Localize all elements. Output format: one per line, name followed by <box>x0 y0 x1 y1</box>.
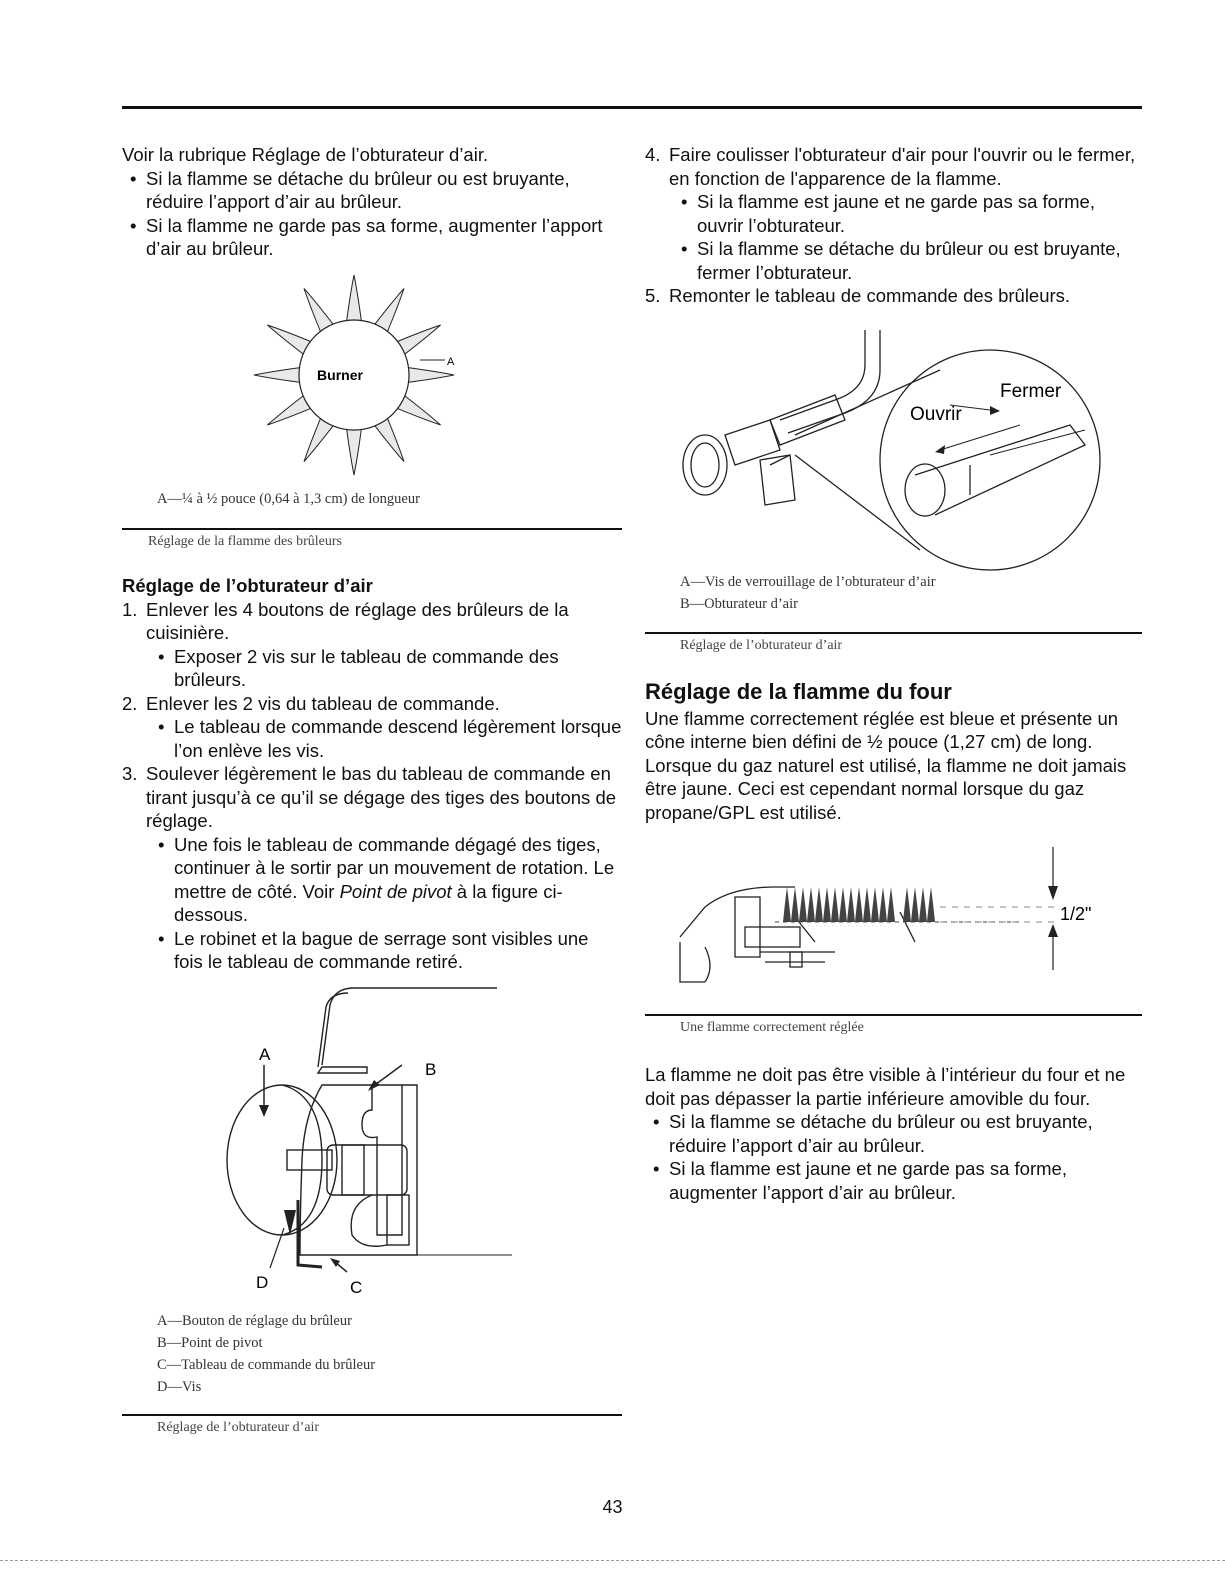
flame-tooth-icon <box>791 887 799 922</box>
control-panel-diagram <box>222 985 522 1295</box>
oven-flame-note: La flamme ne doit pas être visible à l’intérieur du four et ne doit pas dépasser la partie inférieure amovible du four. <box>645 1064 1126 1109</box>
fig1-caption-rule <box>122 528 622 530</box>
intro-text: Voir la rubrique Réglage de l’obturateur d’air. <box>122 144 489 165</box>
section-heading-air-shutter: Réglage de l’obturateur d’air <box>122 575 373 596</box>
flame-tooth-icon <box>807 887 815 922</box>
fig2-legend <box>680 571 936 615</box>
fig1-legend: A—¼ à ½ pouce (0,64 à 1,3 cm) de longueur <box>157 491 420 507</box>
burner-label: Burner <box>317 367 363 383</box>
step-1 <box>122 598 622 645</box>
fig4-caption: Une flamme correctement réglée <box>680 1020 864 1035</box>
oven-flame-diagram <box>675 842 1115 987</box>
legend-item: C—Tableau de commande du brûleur <box>157 1357 376 1373</box>
flame-tooth-icon <box>887 887 895 922</box>
label-b: B <box>425 1060 437 1079</box>
burner-flame-diagram <box>250 270 470 485</box>
step-2 <box>122 692 622 716</box>
dimension-label: 1/2" <box>1060 904 1092 924</box>
left-steps-block <box>122 574 622 974</box>
note-bullet: • Si la flamme se détache du brûleur ou est bruyante, réduire l’apport d’air au brûleur. <box>645 1110 1142 1157</box>
fig4-caption-rule <box>645 1014 1142 1016</box>
intro-bullet: • Si la flamme ne garde pas sa forme, augmenter l’apport d’air au brûleur. <box>122 214 622 261</box>
step-number: 2. <box>122 692 138 714</box>
fig3-caption-rule <box>122 1414 622 1416</box>
step-text: Faire coulisser l'obturateur d'air pour l'ouvrir ou le fermer, en fonction de l'apparence de la flamme. <box>669 144 1136 189</box>
flame-tooth-icon <box>815 887 823 922</box>
note-bullet: • Si la flamme est jaune et ne garde pas sa forme, augmenter l’apport d’air au brûleur. <box>645 1157 1142 1204</box>
fig1-caption: Réglage de la flamme des brûleurs <box>148 534 342 549</box>
step-3 <box>122 762 622 833</box>
flame-tooth-icon <box>831 887 839 922</box>
flame-icon <box>346 424 362 475</box>
page-number: 43 <box>602 1497 623 1517</box>
sub-bullet: • Si la flamme se détache du brûleur ou est bruyante, fermer l’obturateur. <box>645 237 1142 284</box>
fig3-caption: Réglage de l’obturateur d’air <box>157 1420 320 1435</box>
flame-tooth-icon <box>855 887 863 922</box>
flame-tooth-icon <box>847 887 855 922</box>
step-text: Remonter le tableau de commande des brûleurs. <box>669 285 1071 306</box>
section-heading-oven-flame: Réglage de la flamme du four <box>645 679 952 704</box>
step-5 <box>645 284 1142 308</box>
legend-item: B—Point de pivot <box>157 1335 263 1351</box>
air-shutter-diagram <box>670 325 1110 580</box>
legend-item: B—Obturateur d’air <box>680 596 798 612</box>
fig2-caption: Réglage de l’obturateur d’air <box>680 638 843 653</box>
flame-tooth-icon <box>839 887 847 922</box>
intro-bullet: • Si la flamme se détache du brûleur ou est bruyante, réduire l’apport d’air au brûleur. <box>122 167 622 214</box>
fig3-legend <box>157 1310 375 1398</box>
oven-flame-block <box>645 680 1142 824</box>
step-text: Enlever les 2 vis du tableau de commande. <box>146 692 500 714</box>
left-intro-block <box>122 143 622 261</box>
sub-bullet: • Une fois le tableau de commande dégagé des tiges, continuer à le sortir par un mouvement de rotation. Le mettre de côté. Voir Point de pivot à la figure ci-dessous. <box>122 833 622 927</box>
oven-flame-notes <box>645 1063 1142 1204</box>
label-d: D <box>256 1273 269 1292</box>
flame-tooth-icon <box>919 887 927 922</box>
pivot-reference: Point de pivot <box>339 880 452 902</box>
sub-bullet: • Le tableau de commande descend légèrement lorsque l’on enlève les vis. <box>122 715 622 762</box>
fig2-caption-rule <box>645 632 1142 634</box>
step-text: Soulever légèrement le bas du tableau de commande en tirant jusqu’à ce qu’il se dégage des tiges des boutons de réglage. <box>146 763 617 831</box>
flame-icon <box>254 367 305 383</box>
step-number: 3. <box>122 763 138 784</box>
step-number: 1. <box>122 598 138 620</box>
flame-tooth-icon <box>903 887 911 922</box>
label-fermer: Fermer <box>1000 381 1062 402</box>
flame-tooth-icon <box>927 887 935 922</box>
flame-tooth-icon <box>863 887 871 922</box>
flame-tooth-icon <box>783 887 791 922</box>
right-steps-block <box>645 143 1142 308</box>
sub-bullet: • Le robinet et la bague de serrage sont visibles une fois le tableau de commande retiré. <box>122 927 622 974</box>
flame-icon <box>403 367 454 383</box>
flame-tooth-icon <box>911 887 919 922</box>
flame-tooth-icon <box>823 887 831 922</box>
bottom-dashed-rule <box>0 1560 1225 1561</box>
step-text: Enlever les 4 boutons de réglage des brûleurs de la cuisinière. <box>146 598 569 643</box>
label-a: A <box>259 1045 271 1064</box>
flame-tooth-icon <box>879 887 887 922</box>
step-number: 4. <box>645 144 661 165</box>
legend-item: A—Bouton de réglage du brûleur <box>157 1313 352 1329</box>
flame-icon <box>346 275 362 326</box>
oven-flame-paragraph: Une flamme correctement réglée est bleue et présente un cône interne bien défini de ½ pouce (1,27 cm) de long. Lorsque du gaz naturel est utilisé, la flamme ne doit jamais être jaune. Ceci est cependant normal lorsque du gaz propane/GPL est utilisé. <box>645 707 1127 823</box>
marker-a: A <box>447 356 455 368</box>
flame-tooth-icon <box>871 887 879 922</box>
label-c: C <box>350 1278 363 1295</box>
sub-bullet: • Si la flamme est jaune et ne garde pas sa forme, ouvrir l’obturateur. <box>645 190 1142 237</box>
step-4 <box>645 143 1142 190</box>
top-rule <box>122 106 1142 109</box>
legend-item: A—Vis de verrouillage de l’obturateur d’air <box>680 574 936 590</box>
flame-tooth-icon <box>799 887 807 922</box>
legend-item: D—Vis <box>157 1379 202 1395</box>
label-ouvrir: Ouvrir <box>910 404 962 425</box>
sub-bullet: • Exposer 2 vis sur le tableau de commande des brûleurs. <box>122 645 622 692</box>
step-number: 5. <box>645 285 661 306</box>
